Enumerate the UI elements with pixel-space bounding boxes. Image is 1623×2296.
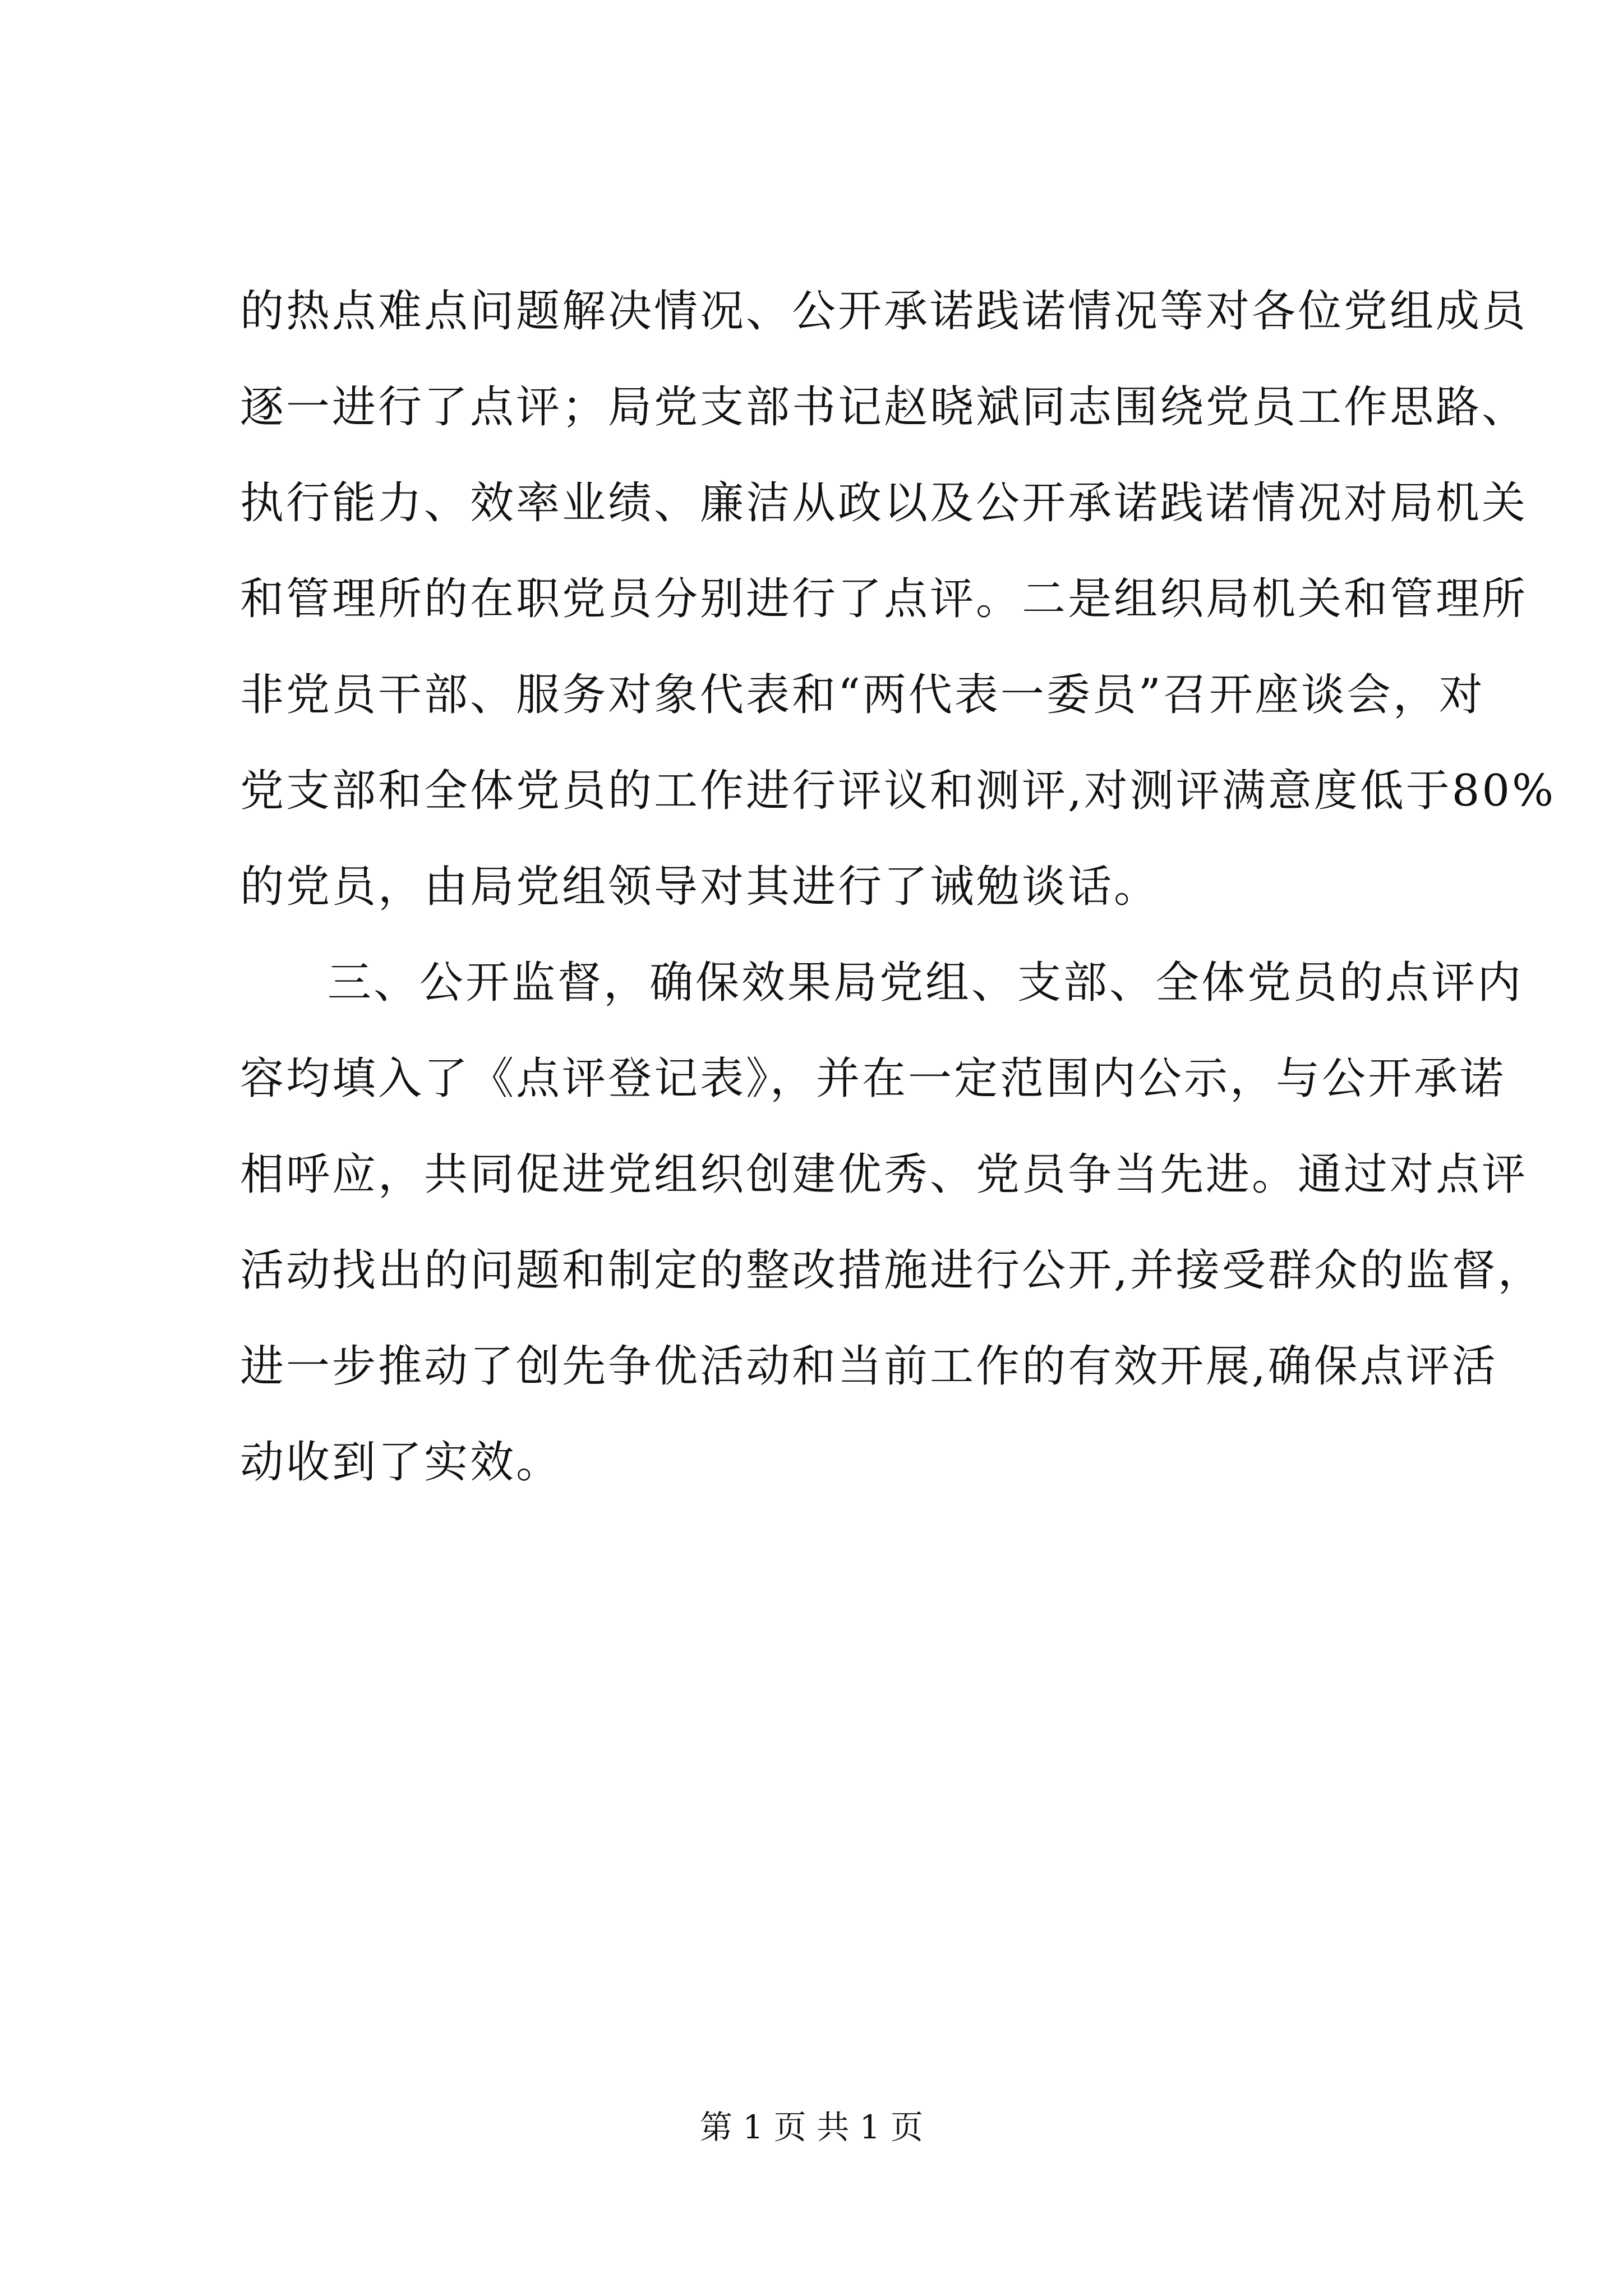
text-line: 相呼应，共同促进党组织创建优秀、党员争当先进。通过对点评 [240,1149,1528,1200]
text-line: 容均填入了《点评登记表》，并在一定范围内公示，与公开承诺 [240,1053,1506,1104]
text-line: 党支部和全体党员的工作进行评议和测评,对测评满意度低于80% [240,766,1556,816]
text-line: 逐一进行了点评；局党支部书记赵晓斌同志围绕党员工作思路、 [240,382,1528,432]
text-line: 非党员干部、服务对象代表和“两代表一委员”召开座谈会，对 [240,670,1485,720]
text-line: 动收到了实效。 [240,1437,562,1488]
text-line: 活动找出的问题和制定的整改措施进行公开,并接受群众的监督， [240,1245,1544,1296]
paragraph-2 [240,935,1544,1511]
text-line: 和管理所的在职党员分别进行了点评。二是组织局机关和管理所 [240,574,1528,624]
text-line: 进一步推动了创先争优活动和当前工作的有效开展,确保点评活 [240,1341,1498,1392]
text-line: 执行能力、效率业绩、廉洁从政以及公开承诺践诺情况对局机关 [240,478,1528,528]
text-line: 三、公开监督，确保效果局党组、支部、全体党员的点评内 [328,958,1524,1008]
document-body [240,264,1556,1511]
text-line: 的热点难点问题解决情况、公开承诺践诺情况等对各位党组成员 [240,286,1528,337]
page-footer: 第 1 页 共 1 页 [700,2108,923,2146]
text-line: 的党员，由局党组领导对其进行了诫勉谈话。 [240,862,1160,912]
paragraph-1 [240,264,1556,935]
